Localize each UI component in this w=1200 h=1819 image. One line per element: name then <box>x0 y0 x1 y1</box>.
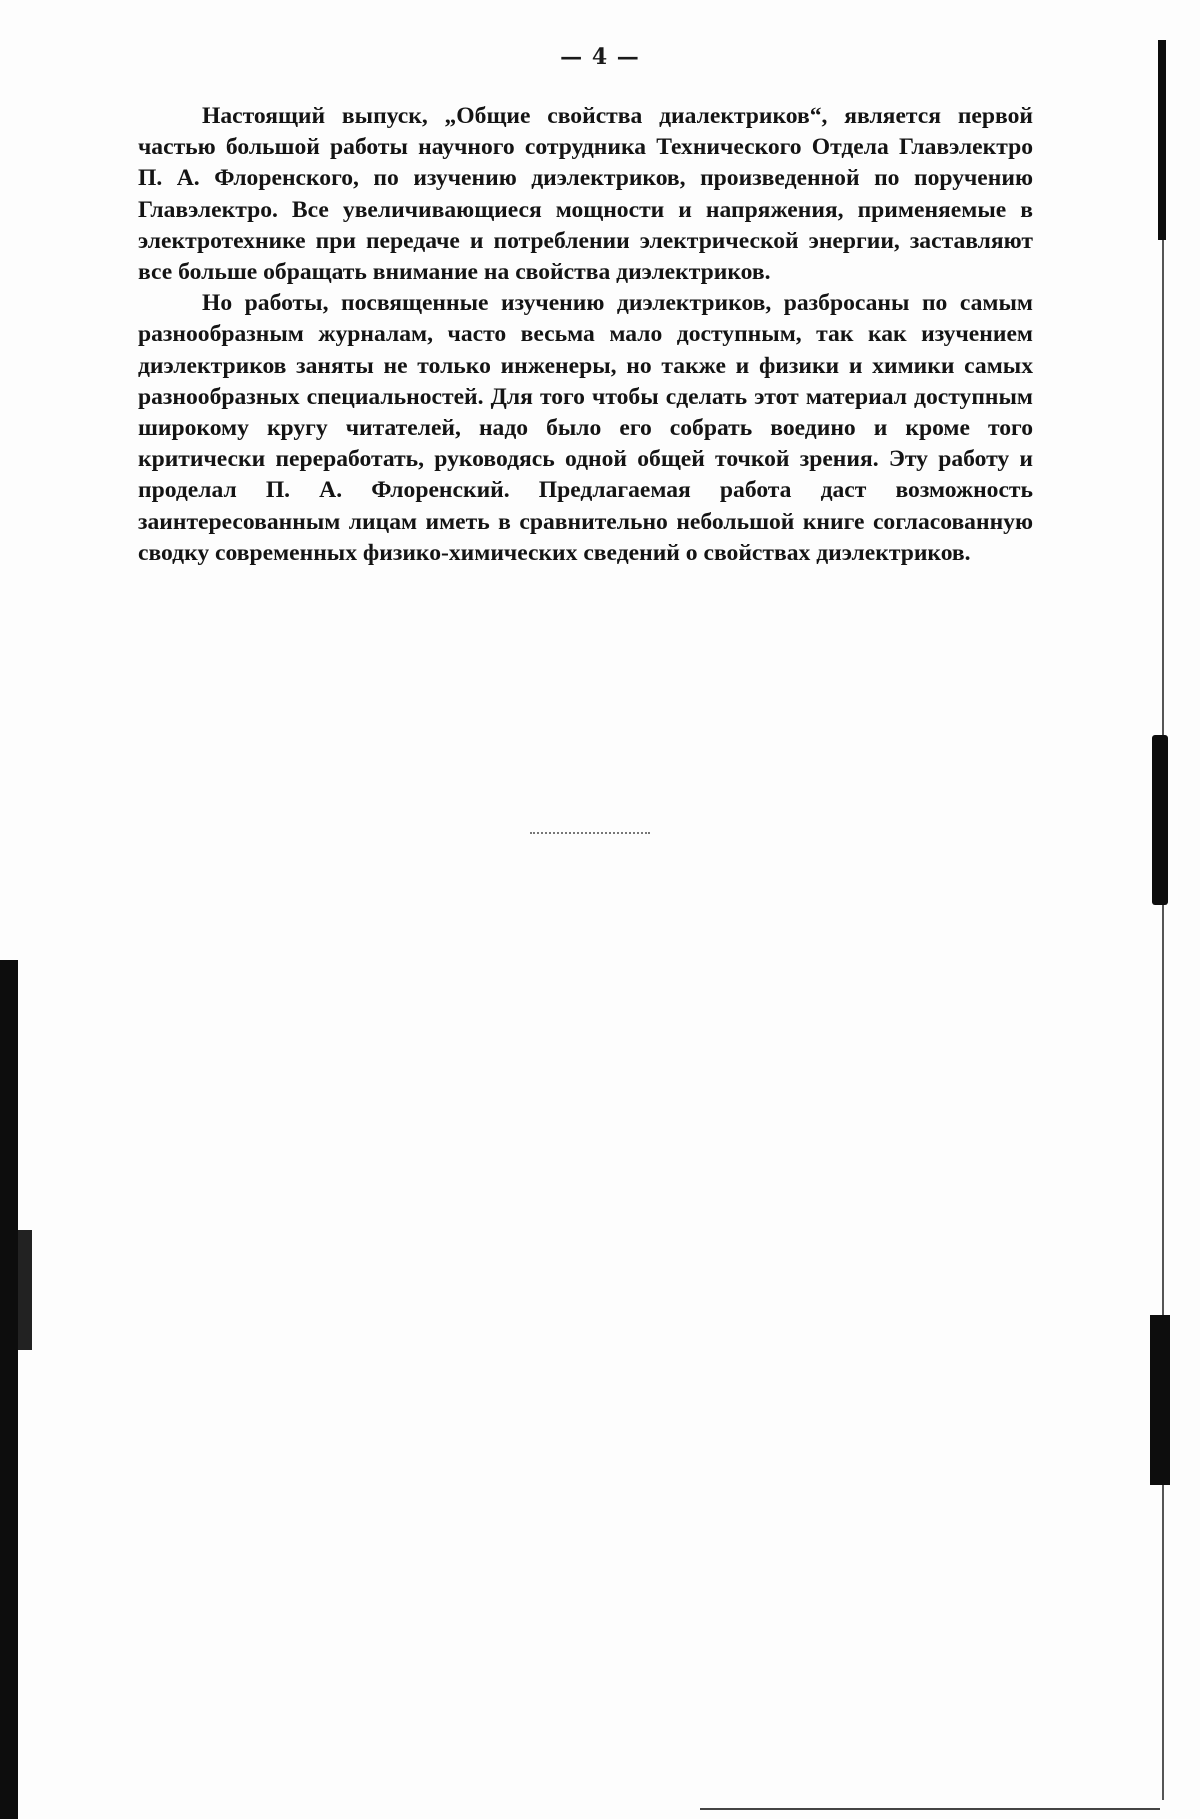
paragraph: Но работы, посвященные изучению диэлектриков, разбросаны по самым разнообразным журналам, часто весьма мало доступным, так как изучением диэлектриков заняты не только инженеры, но также и физики и химики самых разнообразных специальностей. Для того чтобы сделать этот материал доступным широкому кругу читателей, надо было его собрать воедино и кроме того критически переработать, руководясь одной общей точкой зрения. Эту работу и проделал П. А. Флоренский. Предлагаемая работа даст возможность заинтересованным лицам иметь в сравнительно небольшой книге согласованную сводку современных физико-химических сведений о свойствах диэлектриков. <box>138 290 1033 566</box>
scan-artifact <box>1162 240 1164 1800</box>
scan-artifact <box>1158 40 1166 240</box>
page-number: — 4 — <box>560 44 640 70</box>
paragraph: Настоящий выпуск, „Общие свойства диалектриков“, является первой частью большой работы научного сотрудника Технического Отдела Главэлектро П. А. Флоренского, по изучению диэлектриков, произведенной по поручению Главэлектро. Все увеличивающиеся мощности и напряжения, применяемые в электротехнике при передаче и потреблении электрической энергии, заставляют все больше обращать внимание на свойства диэлектриков. <box>138 103 1033 286</box>
scan-artifact <box>1150 1315 1170 1485</box>
scan-artifact <box>530 832 650 836</box>
scan-artifact <box>18 1230 32 1350</box>
body-text <box>138 101 1033 569</box>
scan-artifact <box>700 1808 1160 1810</box>
scan-artifact <box>0 960 18 1819</box>
scan-artifact <box>1152 735 1168 905</box>
